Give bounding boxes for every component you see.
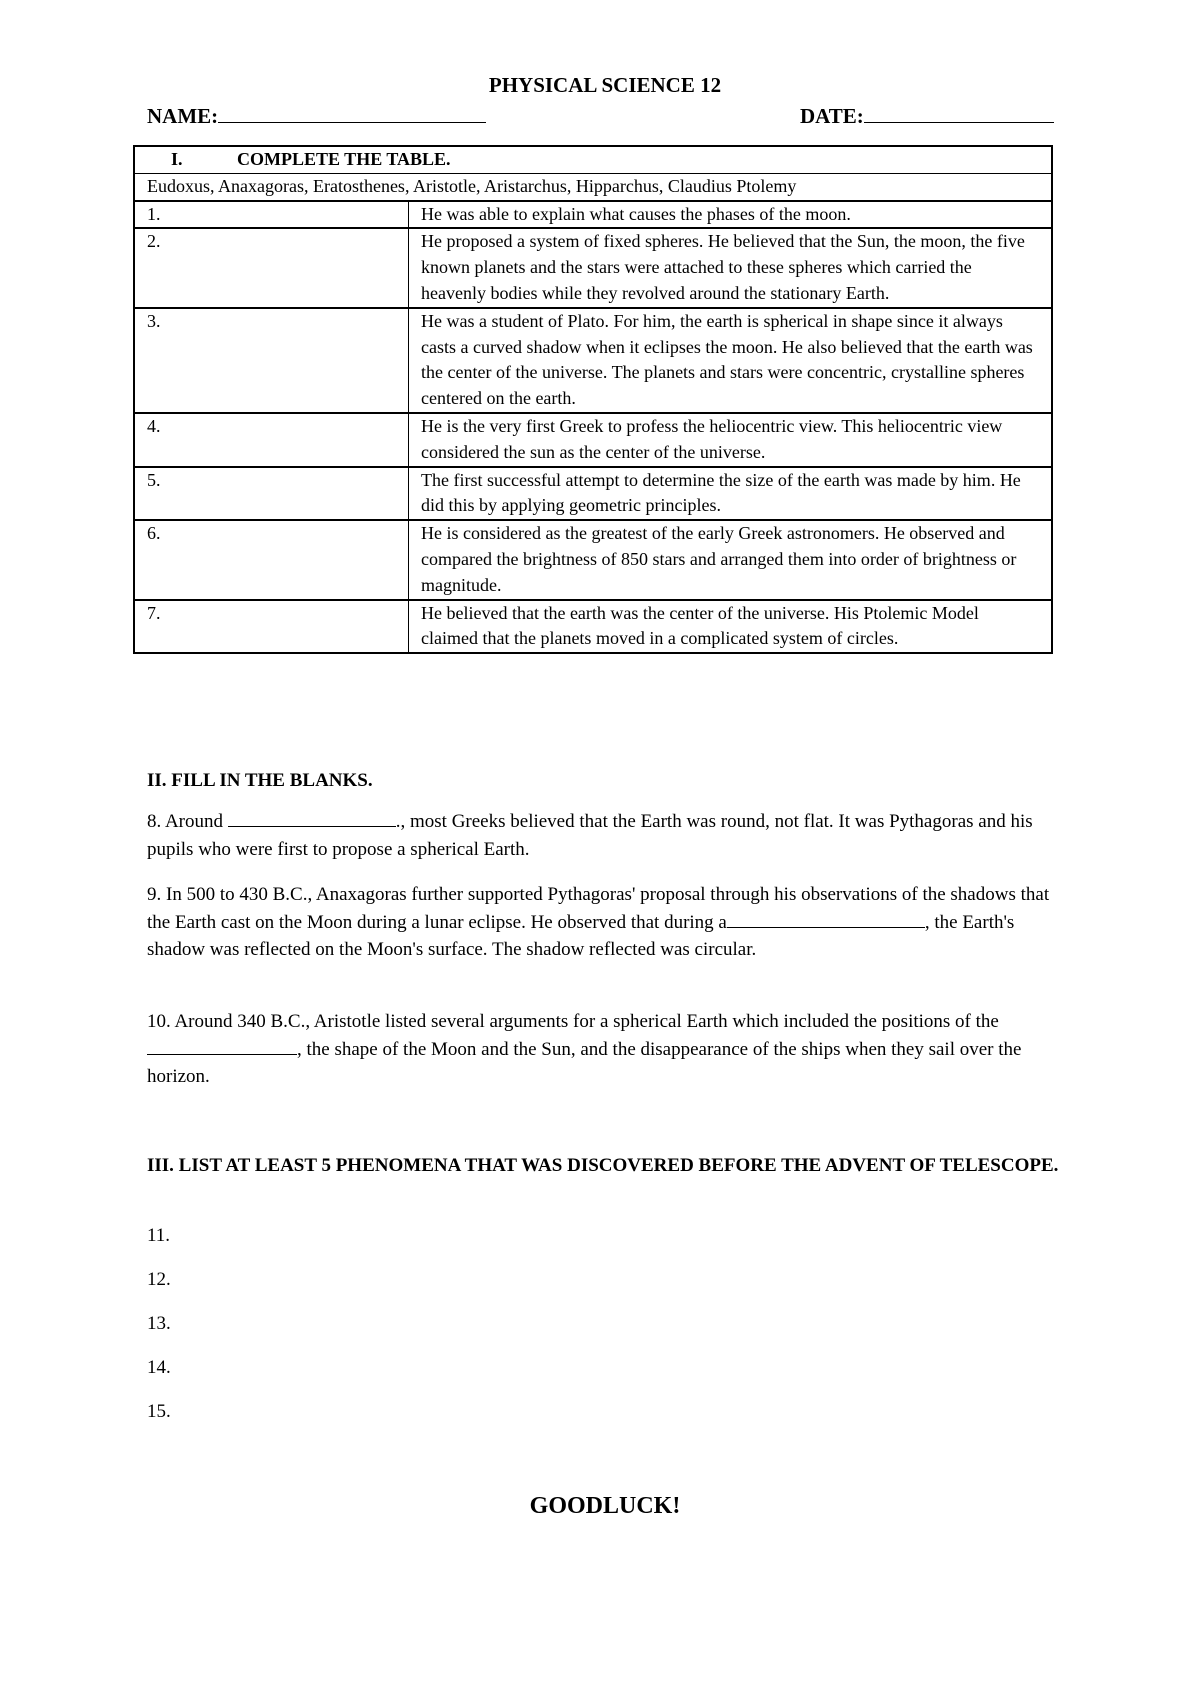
- table-row: [134, 467, 1052, 521]
- table-row: [134, 600, 1052, 654]
- question-8: [147, 808, 1059, 863]
- q8-blank: [228, 808, 396, 827]
- closing-message: GOODLUCK!: [529, 1493, 681, 1519]
- date-blank-line: [864, 101, 1054, 123]
- row-description: He was a student of Plato. For him, the earth is spherical in shape since it always casts a curved shadow when it eclipses the moon. He also believed that the earth was the center of the universe. The planets and stars were concentric, crystalline spheres centered on the earth.: [409, 308, 1053, 413]
- row-number: 4.: [134, 413, 409, 467]
- table-row: [134, 228, 1052, 307]
- row-number: 7.: [134, 600, 409, 654]
- name-field: [147, 101, 486, 129]
- row-description: He is the very first Greek to profess the heliocentric view. This heliocentric view considered the sun as the center of the universe.: [409, 413, 1053, 467]
- table-row: [134, 413, 1052, 467]
- complete-the-table: [133, 145, 1053, 654]
- q8-text-start: 8. Around: [147, 811, 228, 832]
- row-number: 6.: [134, 520, 409, 599]
- name-label: NAME:: [147, 104, 219, 128]
- question-9: [147, 881, 1059, 964]
- q10-text-start: 10. Around 340 B.C., Aristotle listed several arguments for a spherical Earth which included the positions of the: [147, 1011, 999, 1032]
- date-label: DATE:: [800, 104, 864, 128]
- list-item: 13.: [147, 1313, 171, 1334]
- list-item: 14.: [147, 1357, 171, 1378]
- row-number: 3.: [134, 308, 409, 413]
- section1-heading: [134, 146, 1052, 173]
- row-number: 1.: [134, 201, 409, 229]
- q9-blank: [727, 909, 925, 928]
- row-description: He proposed a system of fixed spheres. He believed that the Sun, the moon, the five known planets and the stars were attached to these spheres which carried the heavenly bodies while they revolved around the stationary Earth.: [409, 228, 1053, 307]
- q9-text-start: 9. In 500 to 430 B.C., Anaxagoras further supported Pythagoras' proposal through his observations of the shadows that the Earth cast on the Moon during a lunar eclipse. He observed that during a: [147, 884, 1050, 933]
- section2-heading: II. FILL IN THE BLANKS.: [147, 770, 373, 791]
- section3-heading: III. LIST AT LEAST 5 PHENOMENA THAT WAS DISCOVERED BEFORE THE ADVENT OF TELESCOPE.: [147, 1155, 1059, 1176]
- table-heading-row: [134, 146, 1052, 173]
- worksheet-title: PHYSICAL SCIENCE 12: [488, 73, 722, 97]
- row-description: He believed that the earth was the center of the universe. His Ptolemic Model claimed that the planets moved in a complicated system of circles.: [409, 600, 1053, 654]
- date-field: [800, 101, 1054, 129]
- section1-title: COMPLETE THE TABLE.: [237, 149, 451, 169]
- table-row: [134, 520, 1052, 599]
- row-description: The first successful attempt to determine the size of the earth was made by him. He did this by applying geometric principles.: [409, 467, 1053, 521]
- list-item: 15.: [147, 1401, 171, 1422]
- choices-list: Eudoxus, Anaxagoras, Eratosthenes, Aristotle, Aristarchus, Hipparchus, Claudius Ptolemy: [134, 173, 1052, 200]
- section1-roman: I.: [171, 149, 183, 169]
- table-row: [134, 308, 1052, 413]
- q9-text-end: , the Earth's shadow was reflected on the Moon's surface. The shadow reflected was circular.: [147, 911, 1015, 960]
- row-description: He is considered as the greatest of the early Greek astronomers. He observed and compared the brightness of 850 stars and arranged them into order of brightness or magnitude.: [409, 520, 1053, 599]
- table-choices-row: [134, 173, 1052, 200]
- list-item: 12.: [147, 1269, 171, 1290]
- row-number: 5.: [134, 467, 409, 521]
- table-row: [134, 201, 1052, 229]
- row-description: He was able to explain what causes the phases of the moon.: [409, 201, 1053, 229]
- name-blank-line: [218, 101, 486, 123]
- q8-text-end: ., most Greeks believed that the Earth was round, not flat. It was Pythagoras and his pupils who were first to propose a spherical Earth.: [147, 811, 1033, 860]
- list-item: 11.: [147, 1225, 171, 1246]
- q10-text-end: , the shape of the Moon and the Sun, and the disappearance of the ships when they sail over the horizon.: [147, 1038, 1022, 1087]
- question-10: [147, 1008, 1059, 1091]
- q10-blank: [147, 1036, 297, 1055]
- row-number: 2.: [134, 228, 409, 307]
